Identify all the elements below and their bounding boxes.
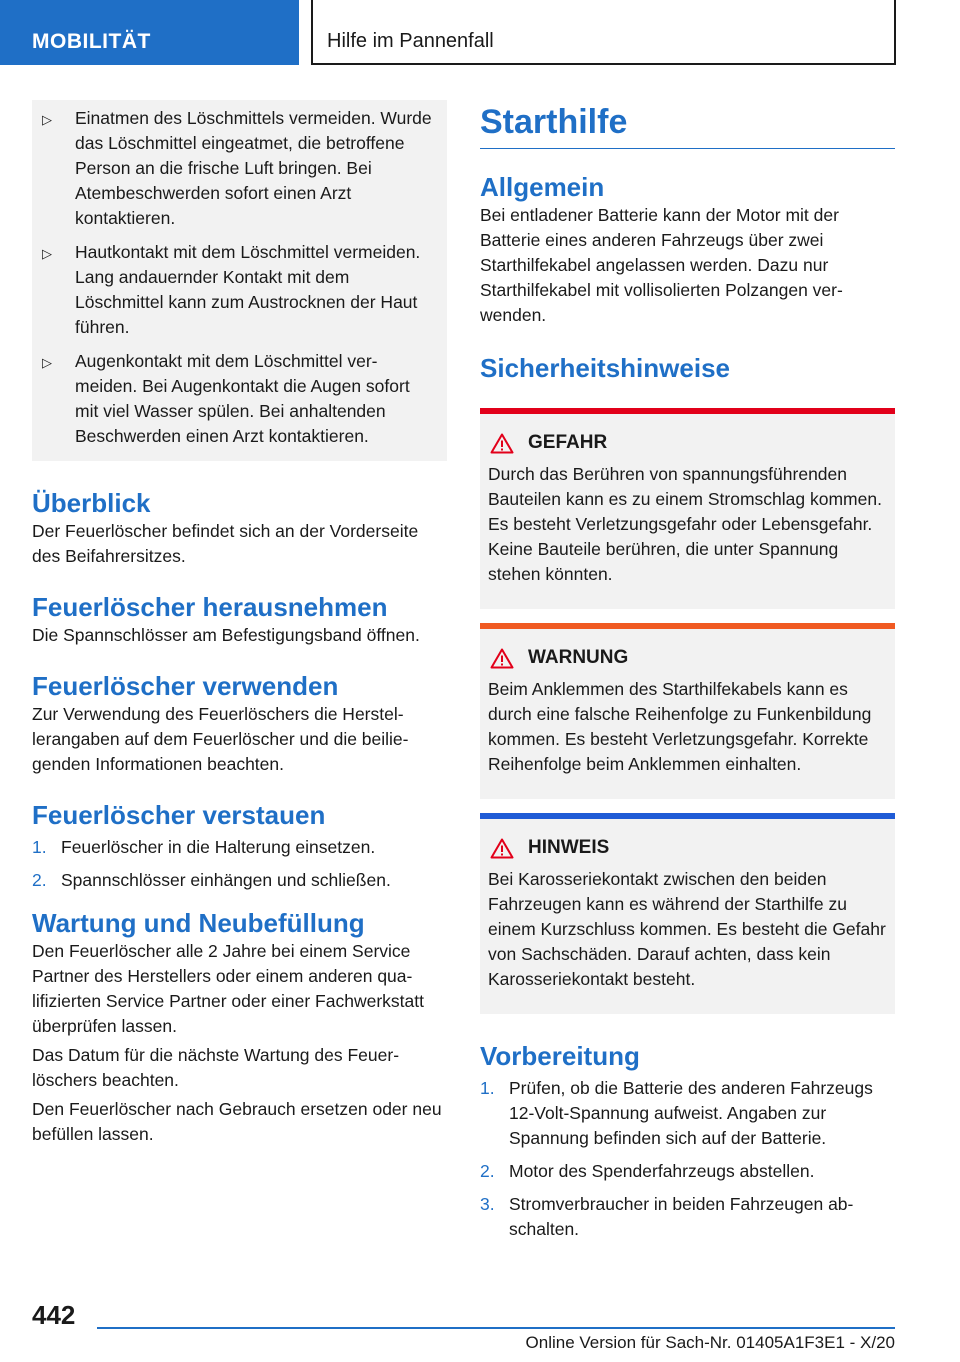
warning-label: HINWEIS	[528, 837, 610, 858]
page-number: 442	[32, 1300, 76, 1330]
heading-ueberblick: Überblick	[32, 488, 151, 518]
danger-box	[480, 408, 895, 609]
paragraph: Das Datum für die nächste Wartung des Feuerlöschers beachten.	[32, 1045, 400, 1090]
warning-label: WARNUNG	[528, 647, 629, 668]
section-tab[interactable]	[0, 0, 299, 65]
steps-list	[480, 1076, 895, 1242]
list-item: ▷ Hautkontakt mit dem Löschmittel vermeiden. Lang andauernder Kontakt mit dem Löschmittel kann zum Austrocknen der Haut führen.	[42, 240, 433, 340]
list-item: 3. Stromverbraucher in beiden Fahrzeugen abschalten.	[480, 1194, 854, 1239]
heading-sicherheitshinweise: Sicherheitshinweise	[480, 353, 730, 383]
heading-vorbereitung: Vorbereitung	[480, 1041, 640, 1071]
paragraph: Bei entladener Batterie kann der Motor mit der Batterie eines anderen Fahrzeugs über zwei Starthilfekabel angelassen werden. Dazu nur Starthilfekabel mit vollisolierten Polzangen verwenden.	[480, 205, 843, 325]
danger-bar	[480, 408, 895, 414]
heading-verstauen: Feuerlöscher verstauen	[32, 800, 326, 830]
triangle-bullet-icon: ▷	[42, 112, 52, 127]
section-label: MOBILITÄT	[32, 30, 151, 53]
paragraph: Den Feuerlöscher nach Gebrauch ersetzen oder neu befüllen lassen.	[32, 1099, 442, 1144]
list-item: 1. Feuerlöscher in die Halterung einsetzen.	[32, 837, 376, 857]
list-item: 1. Prüfen, ob die Batterie des anderen Fahrzeugs 12-Volt-Spannung aufweist. Angaben zur Spannung befinden sich auf der Batterie.	[480, 1078, 873, 1148]
paragraph: Zur Verwendung des Feuerlöschers die Herstellerangaben auf dem Feuerlöscher und die beiliegenden Informationen beachten.	[32, 704, 409, 774]
chapter-header	[311, 0, 896, 65]
list-item: ▷ Augenkontakt mit dem Löschmittel vermeiden. Bei Augenkontakt die Augen sofort mit viel Wasser spülen. Bei anhaltenden Beschwerden einen Arzt kontaktieren.	[42, 349, 433, 449]
notice-box	[480, 813, 895, 1014]
page-title: Starthilfe	[480, 100, 895, 149]
warning-triangle-icon	[490, 648, 514, 669]
chapter-title: Hilfe im Pannenfall	[327, 30, 494, 52]
warning-text: Bei Karosseriekontakt zwischen den beiden Fahrzeugen kann es während der Starthilfe zu einem Kurzschluss kommen. Es besteht die Gefahr von Sachschäden. Darauf achten, dass kein Karosseriekontakt besteht.	[488, 869, 886, 989]
list-item: 2. Motor des Spenderfahrzeugs abstellen.	[480, 1161, 815, 1181]
paragraph: Die Spannschlösser am Befestigungsband öffnen.	[32, 625, 420, 645]
footer-version-text: Online Version für Sach-Nr. 01405A1F3E1 - X/20	[525, 1333, 895, 1352]
list-item: 2. Spannschlösser einhängen und schließen.	[32, 870, 391, 890]
heading-wartung: Wartung und Neubefüllung	[32, 908, 365, 938]
extinguisher-safety-box	[32, 100, 447, 461]
warning-text: Durch das Berühren von spannungsführenden Bauteilen kann es zu einem Stromschlag kommen. Es besteht Verletzungsgefahr oder Lebensgefahr. Keine Bauteile berühren, die unter Spannung stehen könnten.	[488, 464, 882, 584]
triangle-bullet-icon: ▷	[42, 355, 52, 370]
footer-divider	[97, 1327, 895, 1329]
paragraph: Den Feuerlöscher alle 2 Jahre bei einem Service Partner des Herstellers oder einem anderen qualifizierten Service Partner oder einer Fachwerkstatt überprüfen lassen.	[32, 941, 424, 1036]
warning-triangle-icon	[490, 433, 514, 454]
left-column	[32, 100, 447, 1147]
heading-verwenden: Feuerlöscher verwenden	[32, 671, 339, 701]
warning-triangle-icon	[490, 838, 514, 859]
warning-box	[480, 623, 895, 799]
right-column	[480, 100, 895, 1250]
heading-herausnehmen: Feuerlöscher herausnehmen	[32, 592, 388, 622]
warning-label: GEFAHR	[528, 432, 608, 453]
warning-text: Beim Anklemmen des Starthilfekabels kann es durch eine falsche Reihenfolge zu Funkenbildung kommen. Es besteht Verletzungsgefahr. Korrekte Reihenfolge beim Anklemmen einhalten.	[488, 679, 872, 774]
warning-bar	[480, 623, 895, 629]
paragraph: Der Feuerlöscher befindet sich an der Vorderseite des Beifahrersitzes.	[32, 521, 419, 566]
steps-list	[32, 835, 447, 893]
list-item: ▷ Einatmen des Löschmittels vermeiden. Wurde das Löschmittel eingeatmet, die betroffene Person an die frische Luft bringen. Bei Atembeschwerden sofort einen Arzt kontaktieren.	[42, 106, 433, 231]
triangle-bullet-icon: ▷	[42, 246, 52, 261]
notice-bar	[480, 813, 895, 819]
heading-allgemein: Allgemein	[480, 172, 605, 202]
